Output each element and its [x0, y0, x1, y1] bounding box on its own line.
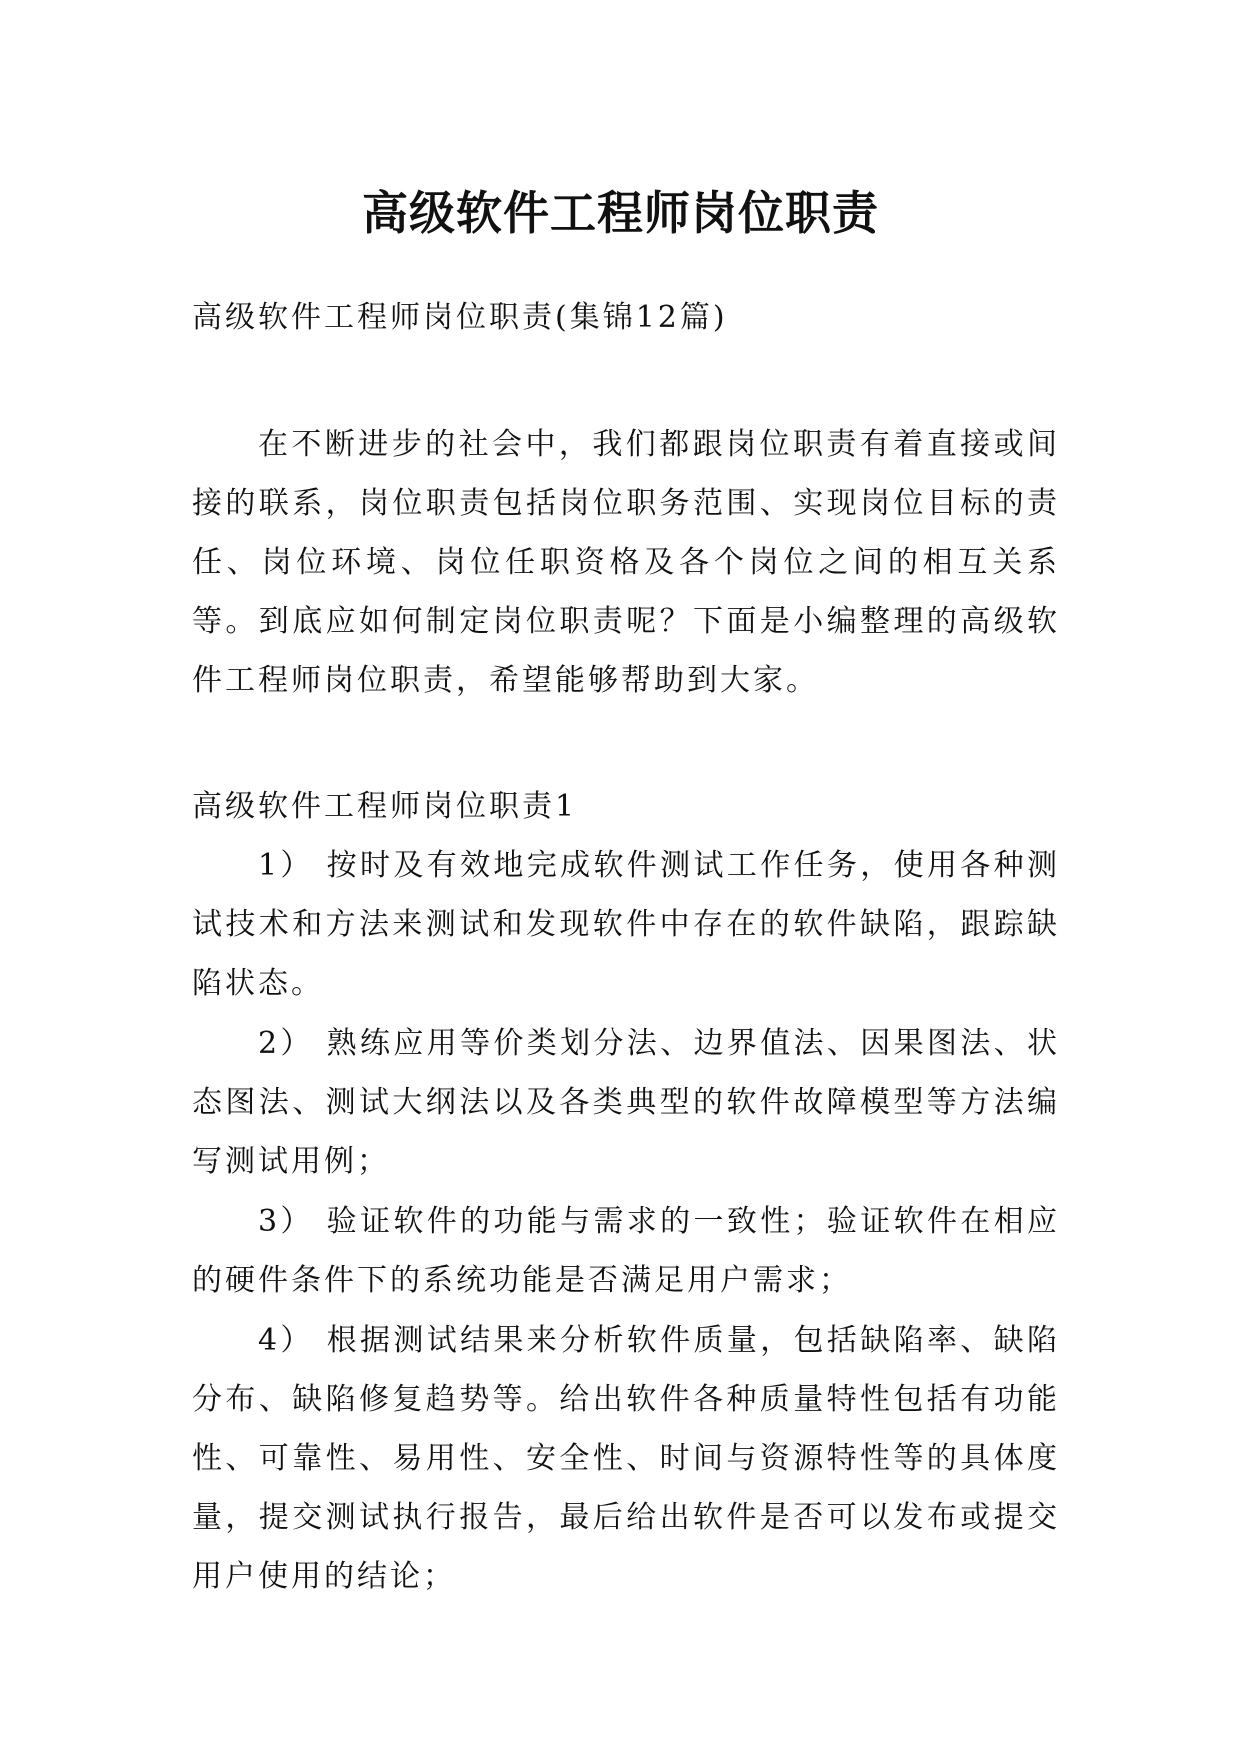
- page-title: 高级软件工程师岗位职责: [362, 185, 879, 240]
- intro-paragraph: 在不断进步的社会中，我们都跟岗位职责有着直接或间接的联系，岗位职责包括岗位职务范围、实现岗位目标的责任、岗位环境、岗位任职资格及各个岗位之间的相互关系等。到底应如何制定岗位职责呢？下面是小编整理的高级软件工程师岗位职责，希望能够帮助到大家。: [192, 427, 1060, 698]
- document-body: [192, 288, 1060, 1607]
- duty-item-2: 2） 熟练应用等价类划分法、边界值法、因果图法、状态图法、测试大纲法以及各类典型的软件故障模型等方法编写测试用例；: [192, 1026, 1060, 1179]
- duty-item-1: 1） 按时及有效地完成软件测试工作任务，使用各种测试技术和方法来测试和发现软件中存在的软件缺陷，跟踪缺陷状态。: [192, 848, 1060, 1001]
- duty-item-4: 4） 根据测试结果来分析软件质量，包括缺陷率、缺陷分布、缺陷修复趋势等。给出软件各种质量特性包括有功能性、可靠性、易用性、安全性、时间与资源特性等的具体度量，提交测试执行报告，最后给出软件是否可以发布或提交用户使用的结论；: [192, 1323, 1060, 1594]
- duty-item-3: 3） 验证软件的功能与需求的一致性；验证软件在相应的硬件条件下的系统功能是否满足用户需求；: [192, 1204, 1060, 1298]
- document-subtitle: 高级软件工程师岗位职责(集锦12篇): [192, 300, 728, 335]
- section-heading: 高级软件工程师岗位职责1: [192, 789, 578, 824]
